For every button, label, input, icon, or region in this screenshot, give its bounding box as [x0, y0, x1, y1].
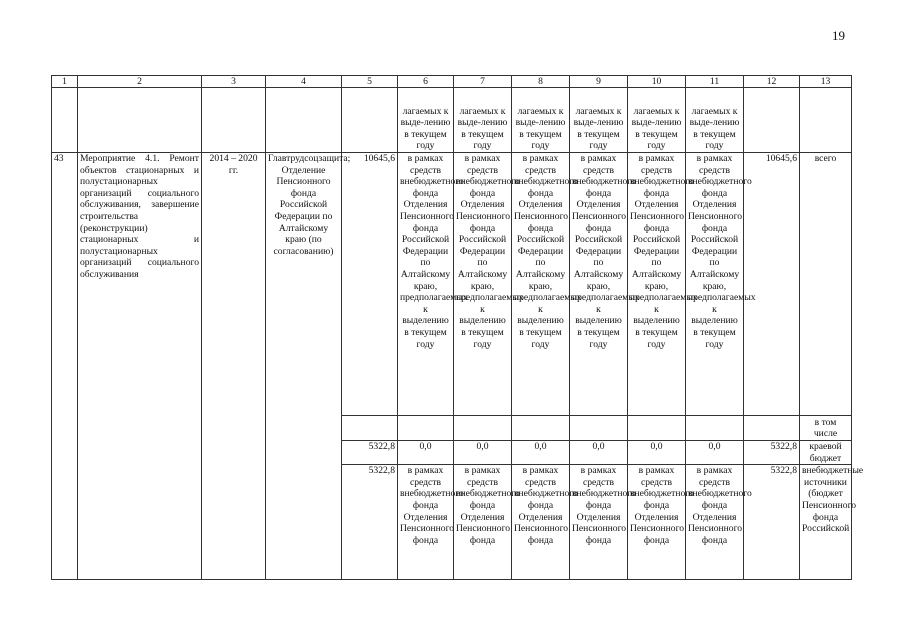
total-amount-col12: 10645,6 [744, 153, 800, 416]
funds-note: в рамках средств внебюджетного фонда Отделения Пенсионного фонда [456, 465, 520, 546]
regional-value: 0,0 [628, 441, 686, 465]
header-cell: 12 [744, 76, 800, 88]
continuation-text: лагаемых к выде-лению в текущем году [457, 105, 508, 152]
source-label: всего [800, 153, 852, 416]
funds-note: в рамках средств внебюджетного фонда Отделения Пенсионного фонда Российской Федерации по Алтайскому краю, предполагаемых к выделению в текущем году [686, 153, 744, 416]
funds-note: в рамках средств внебюджетного фонда Отделения Пенсионного фонда [688, 465, 752, 546]
regional-value: 0,0 [686, 441, 744, 465]
funds-note: в рамках средств внебюджетного фонда Отделения Пенсионного фонда [572, 465, 636, 546]
header-cell: 4 [266, 76, 342, 88]
total-amount: 10645,6 [342, 153, 398, 416]
page-number: 19 [832, 28, 845, 43]
funds-note: в рамках средств внебюджетного фонда Отделения Пенсионного фонда Российской Федерации по Алтайскому краю, предполагаемых к выделению в текущем году [570, 153, 628, 416]
continuation-text: лагаемых к выде-лению в текущем году [631, 105, 682, 152]
measure-executor: Главтрудсоцзащита; Отделение Пенсионного фонда Российской Федерации по Алтайскому краю (по согласованию) [266, 153, 342, 580]
continuation-row [52, 88, 852, 153]
regional-value: 0,0 [512, 441, 570, 465]
header-cell: 11 [686, 76, 744, 88]
regional-value: 0,0 [570, 441, 628, 465]
measure-name: Мероприятие 4.1. Ремонт объектов стационарных и полустационарных организаций социального обслуживания, завершение строительства (реконструкции) стационарных и полустационарных организаций социального обслуживания [78, 153, 202, 580]
table-row [52, 153, 852, 416]
funds-note: в рамках средств внебюджетного фонда Отделения Пенсионного фонда Российской Федерации по Алтайскому краю, предполагаемых к выделению в текущем году [454, 153, 512, 416]
regional-amount: 5322,8 [342, 441, 398, 465]
measure-period: 2014 – 2020 гг. [202, 153, 266, 580]
regional-amount-col12: 5322,8 [744, 441, 800, 465]
header-row [52, 76, 852, 88]
regional-value: 0,0 [454, 441, 512, 465]
header-cell: 2 [78, 76, 202, 88]
header-cell: 5 [342, 76, 398, 88]
continuation-text: лагаемых к выде-лению в текущем году [689, 105, 740, 152]
header-cell: 3 [202, 76, 266, 88]
measures-table [51, 75, 864, 580]
funds-note: в рамках средств внебюджетного фонда Отделения Пенсионного фонда [400, 465, 464, 546]
source-label: внебюджетные источники (бюджет Пенсионного фонда Российской [802, 465, 864, 535]
header-cell: 13 [800, 76, 852, 88]
header-cell: 9 [570, 76, 628, 88]
header-cell: 10 [628, 76, 686, 88]
funds-note: в рамках средств внебюджетного фонда Отделения Пенсионного фонда [514, 465, 578, 546]
funds-note: в рамках средств внебюджетного фонда Отделения Пенсионного фонда Российской Федерации по Алтайскому краю, предполагаемых к выделению в текущем году [512, 153, 570, 416]
continuation-text: лагаемых к выде-лению в текущем году [400, 105, 451, 152]
header-cell: 6 [398, 76, 454, 88]
funds-note: в рамках средств внебюджетного фонда Отделения Пенсионного фонда Российской Федерации по Алтайскому краю, предполагаемых к выделению в текущем году [398, 153, 454, 416]
source-label: краевой бюджет [800, 441, 852, 465]
continuation-text: лагаемых к выде-лению в текущем году [515, 105, 566, 152]
funds-note: в рамках средств внебюджетного фонда Отделения Пенсионного фонда [630, 465, 694, 546]
source-label: в том числе [800, 416, 852, 441]
header-cell: 7 [454, 76, 512, 88]
header-cell: 1 [52, 76, 78, 88]
funds-note: в рамках средств внебюджетного фонда Отделения Пенсионного фонда Российской Федерации по Алтайскому краю, предполагаемых к выделению в текущем году [628, 153, 686, 416]
row-number: 43 [52, 153, 78, 580]
extra-amount-col12: 5322,8 [744, 465, 800, 580]
regional-value: 0,0 [398, 441, 454, 465]
continuation-text: лагаемых к выде-лению в текущем году [573, 105, 624, 152]
header-cell: 8 [512, 76, 570, 88]
extra-amount: 5322,8 [342, 465, 398, 580]
